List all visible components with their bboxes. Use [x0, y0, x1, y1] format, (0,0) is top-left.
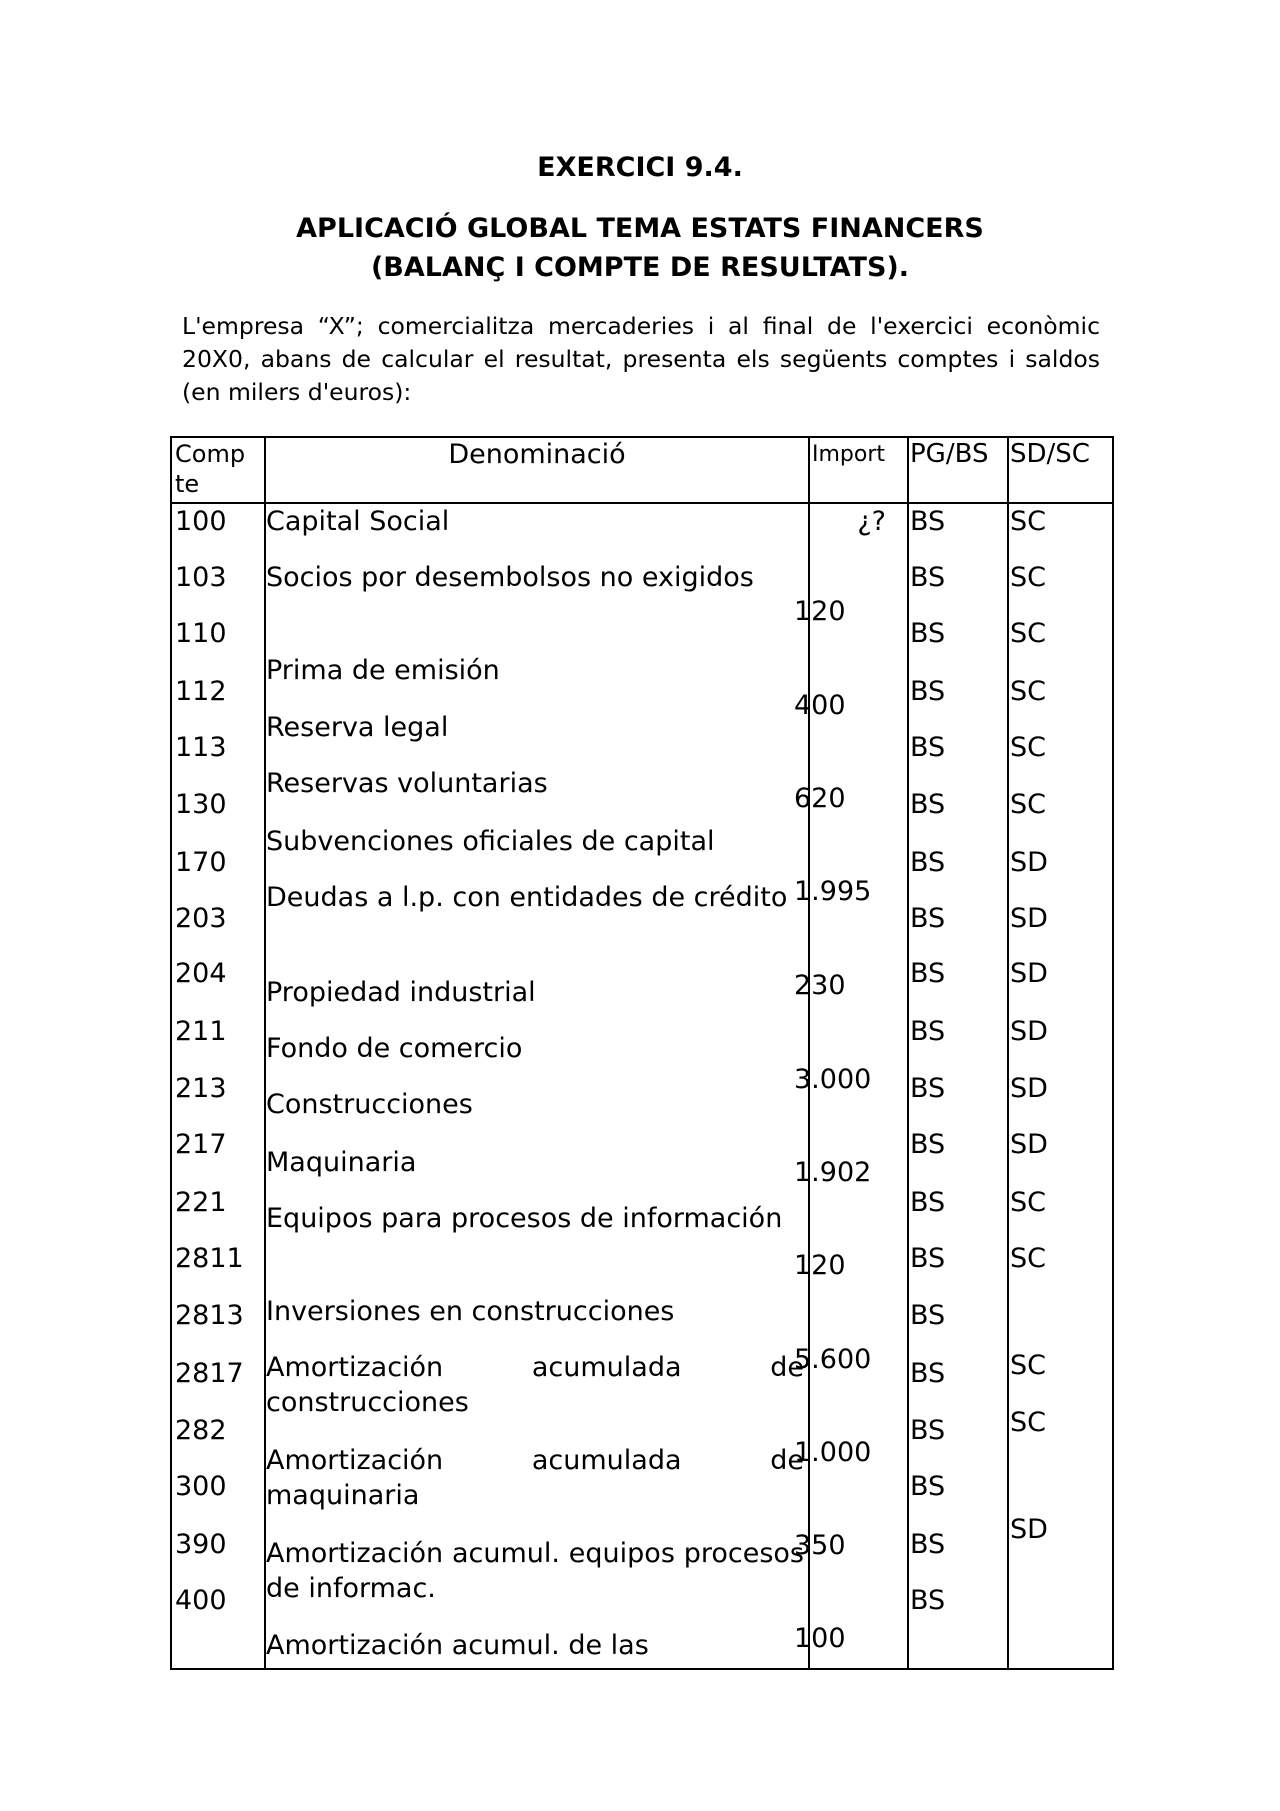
statement-type: BS — [910, 1358, 946, 1389]
column-divider — [1007, 438, 1009, 1668]
account-number: 213 — [175, 1073, 227, 1104]
statement-type: BS — [910, 958, 946, 989]
balance-type: SC — [1010, 1187, 1046, 1218]
account-name: Fondo de comercio — [266, 1033, 523, 1064]
account-name: Amortización acumulada de maquinaria — [266, 1445, 804, 1511]
account-number: 2817 — [175, 1358, 244, 1389]
intro-paragraph: L'empresa “X”; comercialitza mercaderies i al final de l'exercici econòmic 20X0, abans de calcular el resultat, presenta els següents comptes i saldos (en milers d'euros): — [182, 312, 1100, 406]
statement-type: BS — [910, 676, 946, 707]
balance-type: SC — [1010, 676, 1046, 707]
statement-type: BS — [910, 1529, 946, 1560]
balance-type: SC — [1010, 618, 1046, 649]
account-name: Prima de emisión — [266, 655, 500, 686]
account-number: 2813 — [175, 1300, 244, 1331]
statement-type: BS — [910, 1129, 946, 1160]
statement-type: BS — [910, 1471, 946, 1502]
account-name: Socios por desembolsos no exigidos — [266, 562, 754, 593]
account-name: Reservas voluntarias — [266, 768, 548, 799]
account-name: Amortización acumul. equipos procesos de informac. — [266, 1538, 804, 1604]
balance-type: SD — [1010, 958, 1048, 989]
account-amount: 1.000 — [794, 1437, 872, 1468]
account-amount: 620 — [794, 783, 846, 814]
account-name: Construcciones — [266, 1089, 473, 1120]
balance-type: SC — [1010, 1350, 1046, 1381]
account-name: Reserva legal — [266, 712, 449, 743]
account-amount: 3.000 — [794, 1064, 872, 1095]
statement-type: BS — [910, 562, 946, 593]
account-name: Inversiones en construcciones — [266, 1296, 675, 1327]
column-divider — [907, 438, 909, 1668]
statement-type: BS — [910, 732, 946, 763]
accounts-table — [170, 436, 1114, 1670]
statement-type: BS — [910, 1243, 946, 1274]
statement-type: BS — [910, 506, 946, 537]
account-amount: ¿? — [857, 506, 886, 537]
subtitle-line-2: (BALANÇ I COMPTE DE RESULTATS). — [370, 252, 910, 283]
account-name: Deudas a l.p. con entidades de crédito — [266, 882, 788, 913]
account-amount: 120 — [794, 1250, 846, 1281]
statement-type: BS — [910, 789, 946, 820]
balance-type: SC — [1010, 732, 1046, 763]
header-name: Denominació — [448, 439, 626, 470]
statement-type: BS — [910, 1187, 946, 1218]
account-amount: 350 — [794, 1530, 846, 1561]
header-account-line2: te — [175, 470, 200, 498]
account-number: 112 — [175, 676, 227, 707]
statement-type: BS — [910, 1585, 946, 1616]
account-name: Subvenciones oficiales de capital — [266, 826, 715, 857]
statement-type: BS — [910, 1073, 946, 1104]
balance-type: SC — [1010, 506, 1046, 537]
account-number: 400 — [175, 1585, 227, 1616]
account-amount: 230 — [794, 970, 846, 1001]
statement-type: BS — [910, 618, 946, 649]
account-number: 170 — [175, 847, 227, 878]
account-name: Amortización acumul. de las — [266, 1630, 649, 1661]
account-name: Amortización acumulada de construcciones — [266, 1352, 804, 1418]
account-number: 221 — [175, 1187, 227, 1218]
statement-type: BS — [910, 1016, 946, 1047]
balance-type: SC — [1010, 1407, 1046, 1438]
statement-type: BS — [910, 847, 946, 878]
header-account-line1: Comp — [175, 440, 246, 468]
account-name: Maquinaria — [266, 1147, 417, 1178]
statement-type: BS — [910, 1415, 946, 1446]
account-amount: 120 — [794, 596, 846, 627]
account-amount: 1.902 — [794, 1157, 872, 1188]
account-amount: 5.600 — [794, 1344, 872, 1375]
balance-type: SD — [1010, 847, 1048, 878]
account-amount: 1.995 — [794, 876, 872, 907]
balance-type: SD — [1010, 1129, 1048, 1160]
account-number: 100 — [175, 506, 227, 537]
account-number: 300 — [175, 1471, 227, 1502]
account-number: 217 — [175, 1129, 227, 1160]
account-number: 390 — [175, 1529, 227, 1560]
account-amount: 400 — [794, 690, 846, 721]
balance-type: SD — [1010, 1514, 1048, 1545]
statement-type: BS — [910, 903, 946, 934]
account-number: 130 — [175, 789, 227, 820]
account-number: 204 — [175, 958, 227, 989]
account-number: 110 — [175, 618, 227, 649]
account-number: 2811 — [175, 1243, 244, 1274]
account-number: 282 — [175, 1415, 227, 1446]
account-name: Equipos para procesos de información — [266, 1203, 783, 1234]
balance-type: SC — [1010, 562, 1046, 593]
balance-type: SC — [1010, 789, 1046, 820]
exercise-title: EXERCICI 9.4. — [537, 152, 743, 183]
account-number: 203 — [175, 903, 227, 934]
account-name: Propiedad industrial — [266, 977, 536, 1008]
balance-type: SD — [1010, 1016, 1048, 1047]
account-number: 211 — [175, 1016, 227, 1047]
header-pgbs: PG/BS — [910, 439, 989, 469]
account-number: 103 — [175, 562, 227, 593]
balance-type: SD — [1010, 903, 1048, 934]
account-amount: 100 — [794, 1623, 846, 1654]
account-number: 113 — [175, 732, 227, 763]
balance-type: SD — [1010, 1073, 1048, 1104]
account-name: Capital Social — [266, 506, 450, 537]
statement-type: BS — [910, 1300, 946, 1331]
header-amount: Import — [812, 442, 886, 467]
header-sdsc: SD/SC — [1010, 439, 1090, 469]
balance-type: SC — [1010, 1243, 1046, 1274]
subtitle-line-1: APLICACIÓ GLOBAL TEMA ESTATS FINANCERS — [296, 213, 984, 244]
